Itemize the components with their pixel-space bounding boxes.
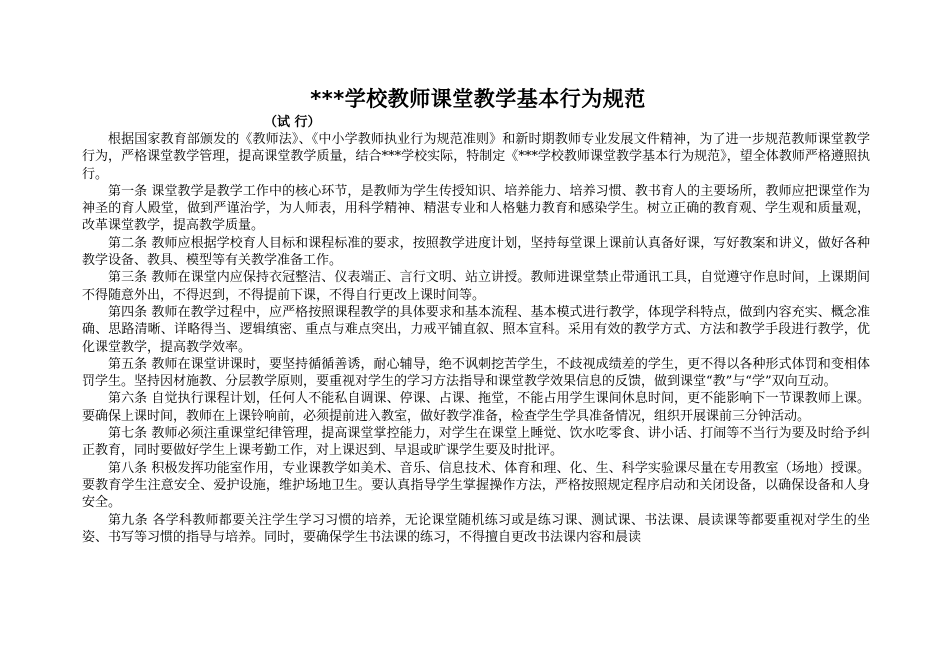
document-page [82,84,870,546]
document-title: ***学校教师课堂教学基本行为规范 [310,87,646,111]
paragraph-article-4: 第四条 教师在教学过程中，应严格按照课程教学的具体要求和基本流程、基本模式进行教学，体现学科特点，做到内容充实、概念准确、思路清晰、详略得当、逻辑缜密、重点与难点突出，力戒平铺直叙、照本宣科。采用有效的教学方式、方法和教学手段进行教学，优化课堂教学，提高教学效率。 [82,304,870,355]
paragraph-article-1: 第一条 课堂教学是教学工作中的核心环节，是教师为学生传授知识、培养能力、培养习惯、教书育人的主要场所，教师应把课堂作为神圣的育人殿堂，做到严谨治学，为人师表，用科学精神、精湛专业和人格魅力教育和感染学生。树立正确的教育观、学生观和质量观，改革课堂教学，提高教学质量。 [82,183,870,234]
paragraph-article-8: 第八条 积极发挥功能室作用，专业课教学如美术、音乐、信息技术、体育和理、化、生、科学实验课尽量在专用教室（场地）授课。要教育学生注意安全、爱护设施，维护场地卫生。要认真指导学生掌握操作方法，严格按照规定程序启动和关闭设备，以确保设备和人身安全。 [82,460,870,511]
paragraph-article-7: 第七条 教师必须注重课堂纪律管理，提高课堂掌控能力，对学生在课堂上睡觉、饮水吃零食、讲小话、打闹等不当行为要及时给予纠正教育，同时要做好学生上课考勤工作，对上课迟到、早退或旷课学生要及时批评。 [82,426,870,459]
paragraph-article-3: 第三条 教师在课堂内应保持衣冠整洁、仪表端正、言行文明、站立讲授。教师进课堂禁止带通讯工具，自觉遵守作息时间，上课期间不得随意外出，不得迟到，不得提前下课，不得自行更改上课时间等。 [82,270,870,303]
paragraph-preamble: 根据国家教育部颁发的《教师法》、《中小学教师执业行为规范准则》和新时期教师专业发展文件精神，为了进一步规范教师课堂教学行为，严格课堂教学管理，提高课堂教学质量，结合***学校实际，特制定《***学校教师课堂教学基本行为规范》，望全体教师严格遵照执行。 [82,132,870,182]
paragraph-article-9: 第九条 各学科教师都要关注学生学习习惯的培养，无论课堂随机练习或是练习课、测试课、书法课、晨读课等都要重视对学生的坐姿、书写等习惯的指导与培养。同时，要确保学生书法课的练习，不得擅自更改书法课内容和晨读 [82,512,870,545]
paragraph-article-6: 第六条 自觉执行课程计划，任何人不能私自调课、停课、占课、拖堂，不能占用学生课间休息时间，更不能影响下一节课教师上课。要确保上课时间，教师在上课铃响前，必须提前进入教室，做好教学准备，检查学生学具准备情况，组织开展课前三分钟活动。 [82,391,870,424]
document-subtitle: （试 行） [264,115,321,130]
paragraph-article-5: 第五条 教师在课堂讲课时，要坚持循循善诱，耐心辅导，绝不讽刺挖苦学生，不歧视成绩差的学生，更不得以各种形式体罚和变相体罚学生。坚持因材施教、分层教学原则，要重视对学生的学习方法指导和课堂教学效果信息的反馈，做到课堂“教”与“学”双向互动。 [82,356,870,390]
paragraph-article-2: 第二条 教师应根据学校育人目标和课程标准的要求，按照教学进度计划，坚持每堂课上课前认真备好课，写好教案和讲义，做好各种教学设备、教具、模型等有关教学准备工作。 [82,235,870,269]
